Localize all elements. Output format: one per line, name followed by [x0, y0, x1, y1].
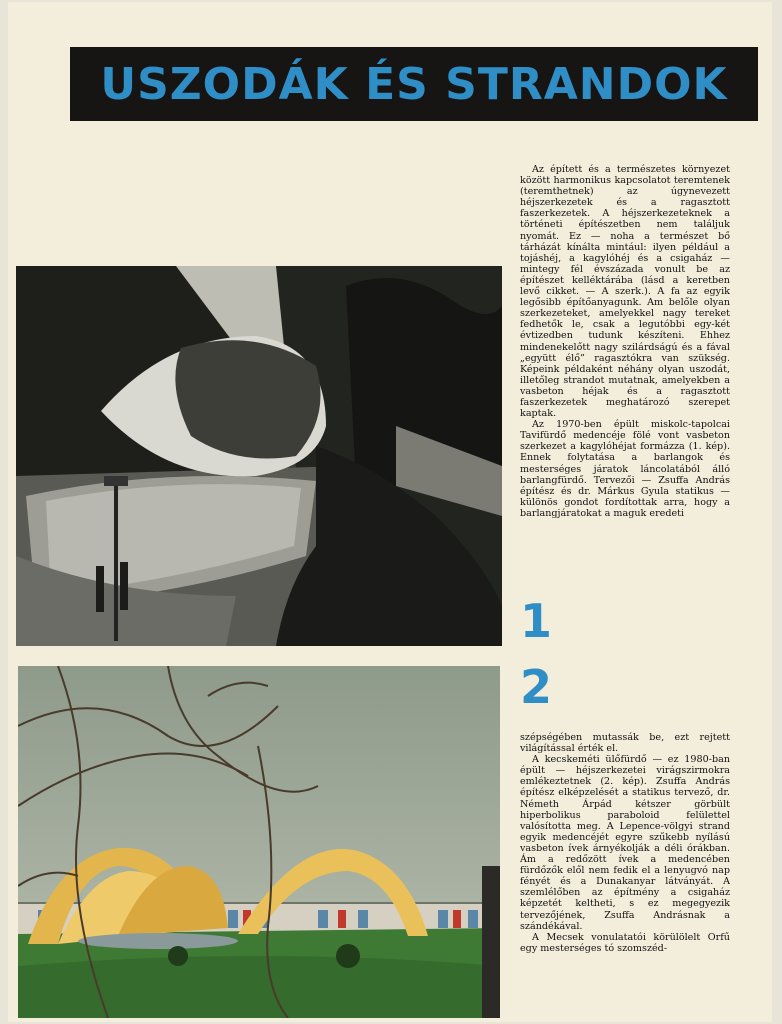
article-paragraph: A kecskeméti ülőfürdő — ez 1980-ban épült — héjszerkezetei virágszirmokra emlékeztetnek (2. kép). Zsuffa András építész elképzelését a statikus tervező, dr. Németh Árpád kétszer görbült hiperbolikus paraboloid felülettel valósította meg. A Lepence-völgyi strand egyik medencéjét egyre szűkebb nyílású vasbeton ívek árnyékolják a déli órákban. Ám a redőzött ívek a medencében fürdőzők elől nem fedik el a lenyugvó nap fényét és a Dunakanyar látványát. A szemlélőben az építmény a csigaház képzetét keltheti, s ez megegyezik tervezőjének, Zsuffa Andrásnak a szándékával. [520, 754, 730, 932]
article-paragraph: szépségében mutassák be, ezt rejtett világítással érték el. [520, 732, 730, 755]
article-paragraph: Az épített és a természetes környezet között harmonikus kapcsolatot teremtenek (teremthetnek) az úgynevezett héjszerkezetek és a ragasztott faszerkezetek. A héjszerkezeteknek a történeti építészetben nem találjuk nyomát. Ez — noha a természet bő tárházát kínálta mintául: ilyen például a tojáshéj, a kagylóhéj és a csigaház — mintegy fél évszázada vonult be az építészet kelléktárába (lásd a keretben levő cikket. — A szerk.). A fa az egyik legősibb építőanyagunk. Am belőle olyan szerkezeteket, amelyekkel nagy tereket fedhetők le, csak a legutóbbi egy-két évtizedben tudunk készíteni. Ehhez mindenekelőtt nagy szilárdságú és a fával „együtt élő” ragasztókra van szükség. Képeink példaként néhány olyan uszodát, illetőleg strandot mutatnak, amelyekben a vasbeton héjak és a ragasztott faszerkezetek meghatározó szerepet kaptak. [520, 164, 730, 420]
title-banner [70, 47, 758, 121]
article-paragraph: A Mecsek vonulatatói körülölelt Orfű egy mesterséges tó szomszéd- [520, 931, 730, 954]
article-column-top [520, 164, 730, 569]
article-column-bottom [520, 732, 730, 1012]
figure-number-1: 1 [520, 594, 553, 648]
figure-number-2: 2 [520, 660, 553, 714]
page-title: USZODÁK ÉS STRANDOK [100, 58, 728, 110]
photo-petal-shells [18, 666, 500, 1018]
article-paragraph: Az 1970-ben épült miskolc-tapolcai Tavifürdő medencéje fölé vont vasbeton szerkezet a kagylóhéjat formázza (1. kép). Ennek folytatása a barlangok és mesterséges járatok láncolatából álló barlangfürdő. Tervezői — Zsuffa András építész és dr. Márkus Gyula statikus — különös gondot fordítottak arra, hogy a barlangjáratokat a maguk eredeti [520, 419, 730, 519]
photo-shell-pool [16, 266, 502, 646]
